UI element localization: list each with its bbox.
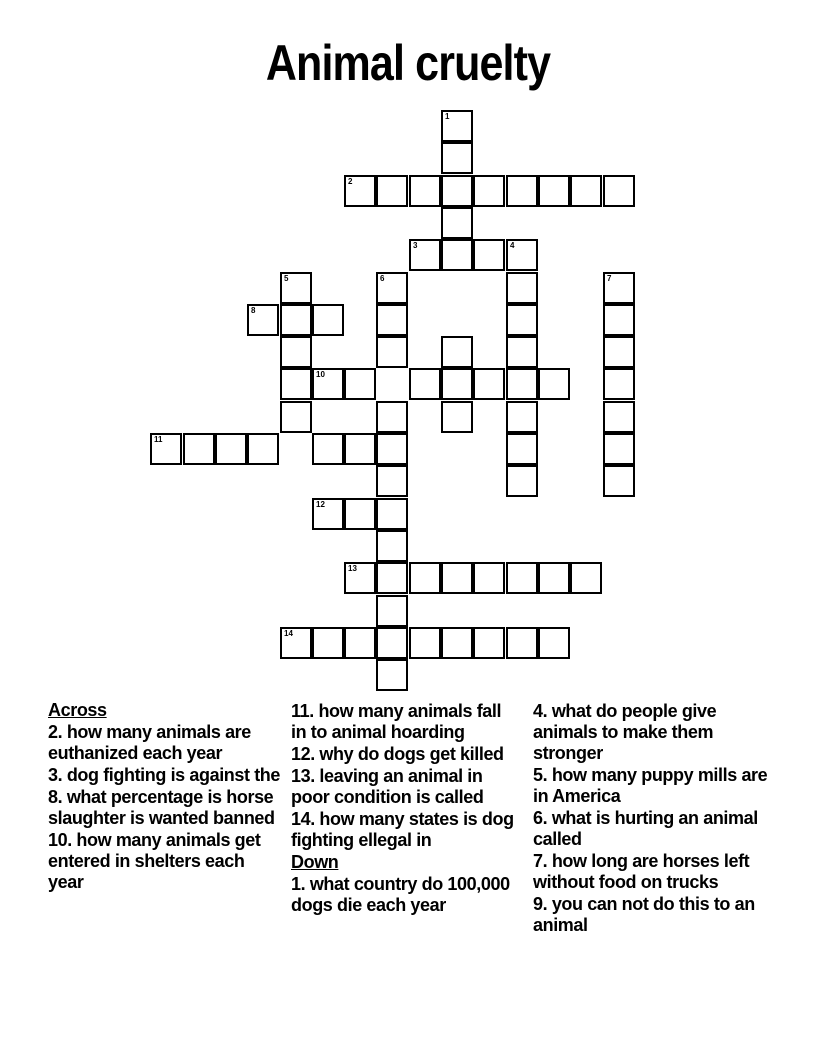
clue-number: 6 xyxy=(380,274,385,283)
clue-number: 4 xyxy=(510,241,515,250)
grid-cell[interactable] xyxy=(473,239,505,271)
grid-cell[interactable] xyxy=(312,304,344,336)
grid-cell[interactable] xyxy=(441,368,473,400)
clue-number: 10 xyxy=(316,370,325,379)
grid-cell[interactable] xyxy=(538,368,570,400)
grid-cell[interactable] xyxy=(376,530,408,562)
grid-cell[interactable] xyxy=(603,433,635,465)
clue-down-6: 6. what is hurting an animal called xyxy=(533,808,758,849)
grid-cell[interactable] xyxy=(312,498,344,530)
grid-cell[interactable] xyxy=(506,239,538,271)
grid-cell[interactable] xyxy=(376,401,408,433)
grid-cell[interactable] xyxy=(538,175,570,207)
clue-number: 2 xyxy=(348,177,353,186)
grid-cell[interactable] xyxy=(409,368,441,400)
clue-across-14: 14. how many states is dog fighting ellegal in xyxy=(291,809,514,850)
clue-number: 7 xyxy=(607,274,612,283)
grid-cell[interactable] xyxy=(344,627,376,659)
clue-down-9: 9. you can not do this to an animal xyxy=(533,894,755,935)
grid-cell[interactable] xyxy=(344,562,376,594)
grid-cell[interactable] xyxy=(473,175,505,207)
clue-number: 3 xyxy=(413,241,418,250)
clue-across-2: 2. how many animals are euthanized each year xyxy=(48,722,251,763)
grid-cell[interactable] xyxy=(506,304,538,336)
grid-cell[interactable] xyxy=(376,498,408,530)
grid-cell[interactable] xyxy=(376,175,408,207)
grid-cell[interactable] xyxy=(280,336,312,368)
clue-number: 1 xyxy=(445,112,450,121)
grid-cell[interactable] xyxy=(603,465,635,497)
grid-cell[interactable] xyxy=(280,368,312,400)
grid-cell[interactable] xyxy=(506,272,538,304)
clue-across-3: 3. dog fighting is against the xyxy=(48,765,281,785)
clue-down-5: 5. how many puppy mills are in America xyxy=(533,765,768,806)
clue-number: 13 xyxy=(348,564,357,573)
grid-cell[interactable] xyxy=(473,562,505,594)
grid-cell[interactable] xyxy=(506,465,538,497)
grid-cell[interactable] xyxy=(441,175,473,207)
grid-cell[interactable] xyxy=(409,562,441,594)
clue-number: 11 xyxy=(154,435,163,444)
grid-cell[interactable] xyxy=(312,433,344,465)
grid-cell[interactable] xyxy=(280,627,312,659)
grid-cell[interactable] xyxy=(409,239,441,271)
grid-cell[interactable] xyxy=(441,239,473,271)
grid-cell[interactable] xyxy=(312,368,344,400)
grid-cell[interactable] xyxy=(441,336,473,368)
grid-cell[interactable] xyxy=(280,272,312,304)
page-title: Animal cruelty xyxy=(265,35,551,91)
grid-cell[interactable] xyxy=(376,465,408,497)
grid-cell[interactable] xyxy=(247,433,279,465)
grid-cell[interactable] xyxy=(570,175,602,207)
grid-cell[interactable] xyxy=(344,433,376,465)
grid-cell[interactable] xyxy=(376,433,408,465)
clue-number: 5 xyxy=(284,274,289,283)
clue-across-12: 12. why do dogs get killed xyxy=(291,744,504,764)
grid-cell[interactable] xyxy=(441,627,473,659)
grid-cell[interactable] xyxy=(603,304,635,336)
grid-cell[interactable] xyxy=(570,562,602,594)
clue-across-13: 13. leaving an animal in poor condition is called xyxy=(291,766,484,807)
grid-cell[interactable] xyxy=(441,110,473,142)
grid-cell[interactable] xyxy=(538,562,570,594)
grid-cell[interactable] xyxy=(538,627,570,659)
grid-cell[interactable] xyxy=(247,304,279,336)
clues-column-2 xyxy=(291,700,519,917)
grid-cell[interactable] xyxy=(506,175,538,207)
grid-cell[interactable] xyxy=(344,368,376,400)
grid-cell[interactable] xyxy=(280,304,312,336)
down-heading: Down xyxy=(291,852,339,872)
grid-cell[interactable] xyxy=(603,336,635,368)
grid-cell[interactable] xyxy=(506,401,538,433)
grid-cell[interactable] xyxy=(506,433,538,465)
grid-cell[interactable] xyxy=(376,272,408,304)
grid-cell[interactable] xyxy=(473,627,505,659)
clue-number: 14 xyxy=(284,629,293,638)
clue-down-4: 4. what do people give animals to make them stronger xyxy=(533,701,717,763)
grid-cell[interactable] xyxy=(344,175,376,207)
grid-cell[interactable] xyxy=(409,175,441,207)
clue-number: 12 xyxy=(316,500,325,509)
grid-cell[interactable] xyxy=(441,401,473,433)
grid-cell[interactable] xyxy=(183,433,215,465)
clue-down-7: 7. how long are horses left without food on trucks xyxy=(533,851,750,892)
grid-cell[interactable] xyxy=(280,401,312,433)
clues-column-1 xyxy=(48,700,283,894)
grid-cell[interactable] xyxy=(215,433,247,465)
grid-cell[interactable] xyxy=(506,368,538,400)
grid-cell[interactable] xyxy=(376,627,408,659)
grid-cell[interactable] xyxy=(441,207,473,239)
clue-across-8: 8. what percentage is horse slaughter is wanted banned xyxy=(48,787,275,828)
clue-number: 8 xyxy=(251,306,256,315)
clue-across-10: 10. how many animals get entered in shelters each year xyxy=(48,830,261,892)
grid-cell[interactable] xyxy=(376,659,408,691)
grid-cell[interactable] xyxy=(312,627,344,659)
grid-cell[interactable] xyxy=(441,562,473,594)
across-heading: Across xyxy=(48,700,107,720)
clue-across-11: 11. how many animals fall in to animal hoarding xyxy=(291,701,502,742)
grid-cell[interactable] xyxy=(441,142,473,174)
grid-cell[interactable] xyxy=(150,433,182,465)
grid-cell[interactable] xyxy=(409,627,441,659)
grid-cell[interactable] xyxy=(344,498,376,530)
grid-cell[interactable] xyxy=(603,401,635,433)
grid-cell[interactable] xyxy=(506,627,538,659)
clue-down-1: 1. what country do 100,000 dogs die each year xyxy=(291,874,510,915)
grid-cell[interactable] xyxy=(473,368,505,400)
grid-cell[interactable] xyxy=(603,175,635,207)
grid-cell[interactable] xyxy=(376,562,408,594)
grid-cell[interactable] xyxy=(376,336,408,368)
grid-cell[interactable] xyxy=(603,272,635,304)
grid-cell[interactable] xyxy=(376,304,408,336)
clues-column-3 xyxy=(533,700,773,937)
grid-cell[interactable] xyxy=(506,562,538,594)
grid-cell[interactable] xyxy=(506,336,538,368)
grid-cell[interactable] xyxy=(603,368,635,400)
grid-cell[interactable] xyxy=(376,595,408,627)
